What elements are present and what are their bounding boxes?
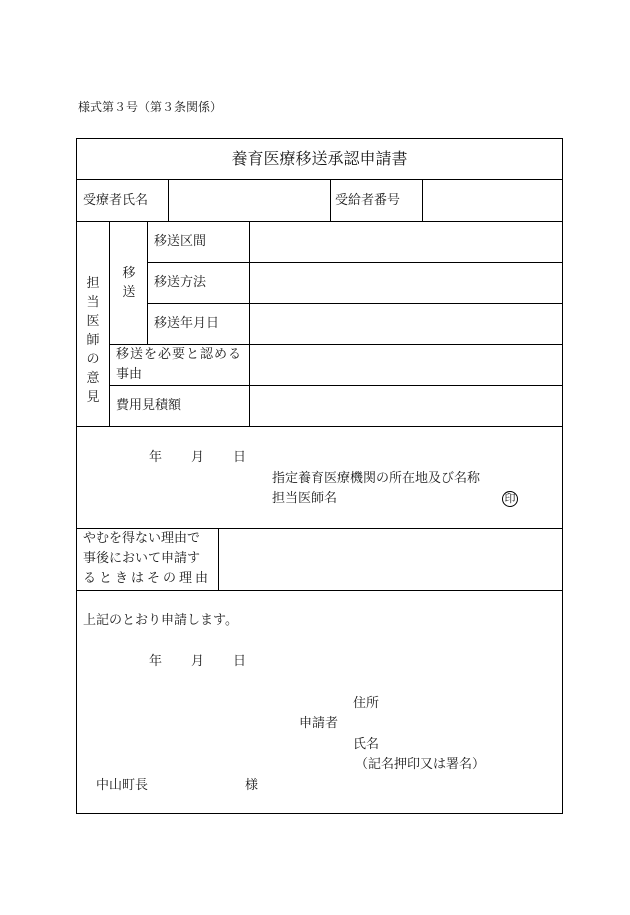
seal-icon: 印 [502, 491, 518, 507]
institution-label: 指定養育医療機関の所在地及び名称 [272, 471, 481, 486]
transfer-section-field[interactable] [250, 222, 561, 261]
seal-note: （記名押印又は署名） [355, 757, 486, 772]
recipient-number-field[interactable] [423, 180, 561, 220]
recipient-name-label: 受療者氏名 [83, 193, 149, 208]
app-month-label: 月 [191, 654, 205, 669]
transfer-date-field[interactable] [250, 304, 561, 343]
unavoidable-reason-label-1: やむを得ない理由で [83, 531, 201, 546]
cost-estimate-label: 費用見積額 [116, 398, 182, 413]
application-form [76, 138, 563, 814]
transfer-section-label: 移送区間 [154, 234, 207, 249]
unavoidable-reason-field[interactable] [219, 529, 561, 589]
rule [77, 426, 562, 427]
application-statement: 上記のとおり申請します。 [83, 613, 238, 628]
recipient-name-field[interactable] [169, 180, 329, 220]
rule [109, 221, 110, 426]
transfer-reason-label-2: 事由 [116, 367, 143, 382]
transfer-label: 移送 [122, 266, 136, 300]
rule [147, 221, 148, 344]
honorific: 様 [245, 778, 259, 793]
transfer-reason-field[interactable] [250, 345, 561, 384]
form-number: 様式第３号（第３条関係） [78, 100, 223, 114]
applicant-name-label: 氏名 [353, 737, 380, 752]
recipient-number-label: 受給者番号 [335, 193, 401, 208]
app-day-label: 日 [233, 654, 247, 669]
form-title: 養育医療移送承認申請書 [231, 149, 408, 168]
cert-year-label: 年 [149, 450, 163, 465]
rule [77, 590, 562, 591]
cert-month-label: 月 [191, 450, 205, 465]
transfer-reason-label: 移送を必要と認める [116, 347, 243, 362]
transfer-method-label: 移送方法 [154, 275, 207, 290]
address-label: 住所 [353, 696, 380, 711]
rule [330, 179, 331, 221]
doctor-opinion-label: 担当医師の意見 [86, 276, 100, 405]
doctor-name-label: 担当医師名 [272, 491, 338, 506]
cost-estimate-field[interactable] [250, 386, 561, 425]
unavoidable-reason-label-2: 事後において申請す [83, 551, 201, 566]
applicant-label: 申請者 [299, 716, 339, 731]
unavoidable-reason-label-3: るときはその理由 [83, 571, 212, 586]
cert-day-label: 日 [233, 450, 247, 465]
transfer-method-field[interactable] [250, 263, 561, 302]
app-year-label: 年 [149, 654, 163, 669]
addressee: 中山町長 [96, 778, 149, 793]
transfer-date-label: 移送年月日 [154, 316, 220, 331]
